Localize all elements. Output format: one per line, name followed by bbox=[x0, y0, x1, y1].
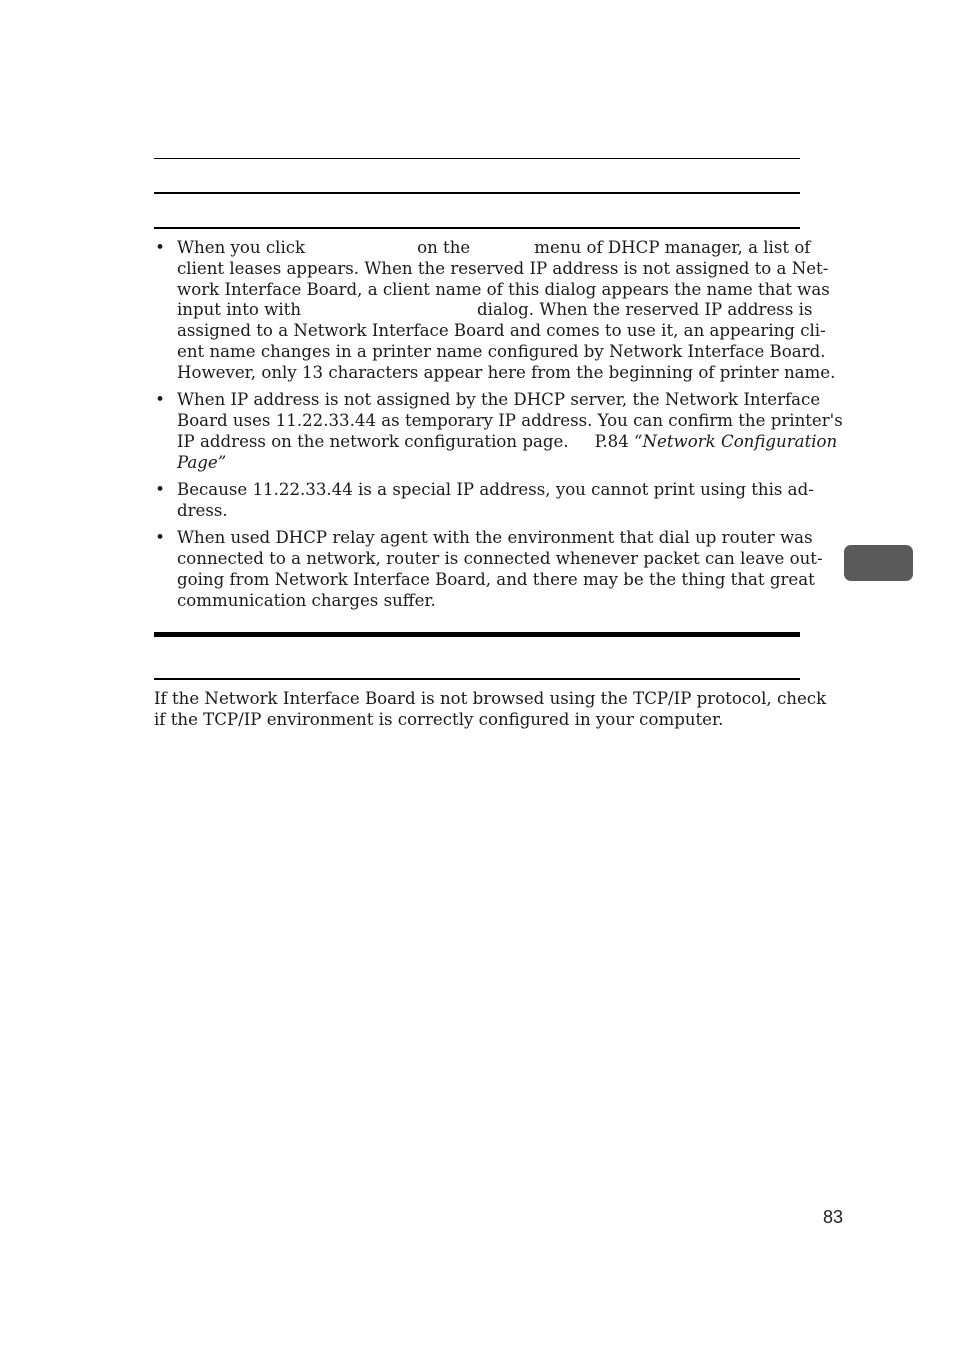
note-item bbox=[154, 479, 814, 522]
text-line: work Interface Board, a client name of this dialog appears the name that was bbox=[177, 279, 830, 299]
text-line: assigned to a Network Interface Board and comes to use it, an appearing cli- bbox=[177, 321, 826, 341]
text-line: When you click on the menu of DHCP manager, a list of bbox=[177, 238, 811, 257]
chapter-tab bbox=[844, 545, 913, 581]
bullet-icon: • bbox=[155, 390, 165, 410]
page-reference: P.84 bbox=[594, 431, 629, 451]
text-line: input into with dialog. When the reserved IP address is bbox=[177, 300, 813, 320]
heading-rule-thick bbox=[154, 632, 800, 637]
text-line: If the Network Interface Board is not browsed using the TCP/IP protocol, check bbox=[154, 689, 827, 708]
header-rule-thin bbox=[154, 158, 800, 159]
text-line: When used DHCP relay agent with the environment that dial up router was bbox=[177, 528, 813, 548]
note-item bbox=[154, 390, 843, 473]
text-line: if the TCP/IP environment is correctly configured in your computer. bbox=[154, 709, 724, 729]
subheading-rule bbox=[154, 678, 800, 680]
note-heading-rule bbox=[154, 227, 800, 229]
text-line: However, only 13 characters appear here from the beginning of printer name. bbox=[177, 362, 836, 382]
bullet-icon: • bbox=[155, 528, 165, 548]
text-line: dress. bbox=[177, 500, 228, 520]
text-line: Board uses 11.22.33.44 as temporary IP address. You can confirm the printer's bbox=[177, 410, 843, 430]
section-heading-rule bbox=[154, 192, 800, 194]
text-line: client leases appears. When the reserved IP address is not assigned to a Net- bbox=[177, 258, 829, 278]
text-line: ent name changes in a printer name configured by Network Interface Board. bbox=[177, 341, 826, 361]
text-line: IP address on the network configuration page. P.84 “Network Configuration bbox=[177, 431, 838, 451]
reference-title: “Network Configuration bbox=[634, 431, 838, 451]
text-line: Page” bbox=[177, 452, 227, 472]
text-line: When IP address is not assigned by the DHCP server, the Network Interface bbox=[177, 390, 821, 410]
note-item bbox=[154, 238, 836, 384]
text-line: Because 11.22.33.44 is a special IP address, you cannot print using this ad- bbox=[177, 479, 814, 499]
body-paragraph bbox=[154, 688, 827, 730]
page-number: 83 bbox=[823, 1207, 844, 1227]
text-line: going from Network Interface Board, and there may be the thing that great bbox=[177, 569, 815, 589]
bullet-icon: • bbox=[155, 479, 165, 499]
bullet-icon: • bbox=[155, 238, 165, 257]
note-item bbox=[154, 528, 823, 611]
note-list bbox=[154, 238, 843, 618]
text-line: connected to a network, router is connected whenever packet can leave out- bbox=[177, 548, 823, 568]
text-line: communication charges suffer. bbox=[177, 590, 436, 610]
